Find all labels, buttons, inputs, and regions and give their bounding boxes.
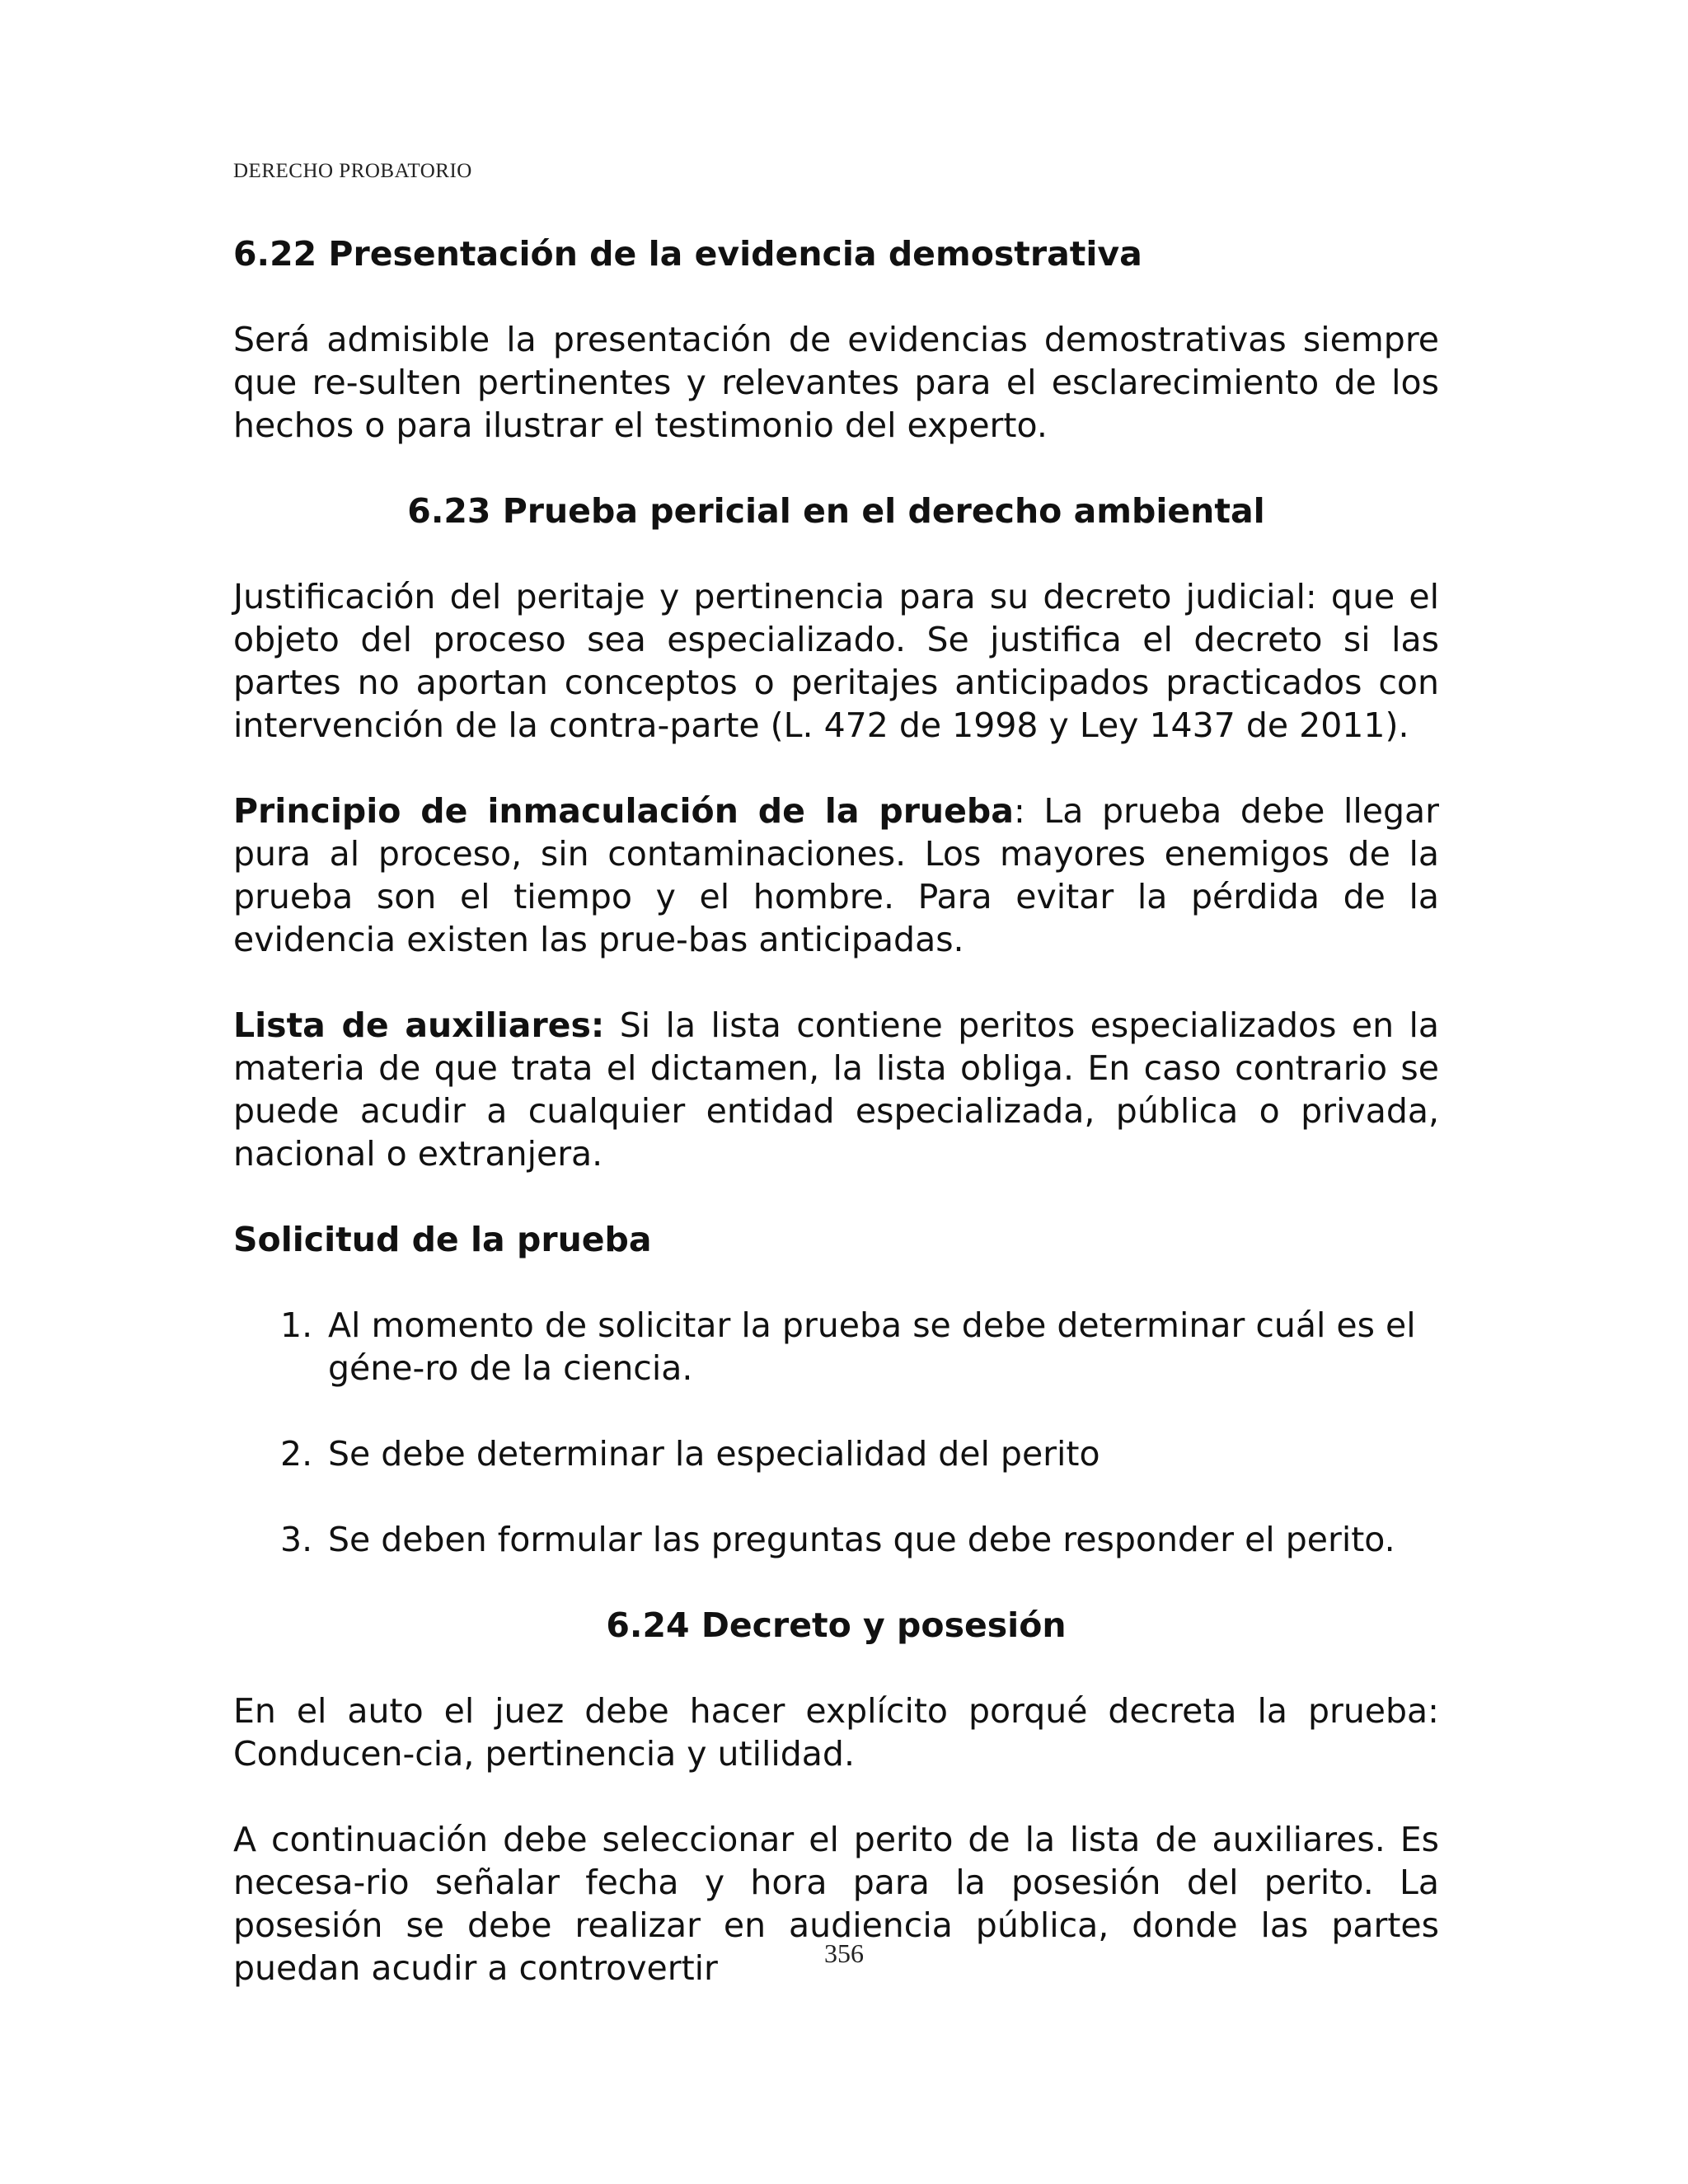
paragraph: En el auto el juez debe hacer explícito porqué decreta la prueba: Conducen-cia, pertinencia y utilidad. bbox=[233, 1691, 1439, 1774]
paragraph-body: : La prueba debe llegar pura al proceso, sin contaminaciones. Los mayores enemigos de la prueba son el tiempo y el hombre. Para evitar la pérdida de la evidencia existen las prue-bas anticipadas. bbox=[233, 791, 1439, 959]
list-number: 1. bbox=[280, 1305, 313, 1345]
numbered-list bbox=[233, 1304, 1439, 1561]
running-header: DERECHO PROBATORIO bbox=[233, 160, 472, 182]
list-item-text: Al momento de solicitar la prueba se debe determinar cuál es el géne-ro de la ciencia. bbox=[328, 1305, 1416, 1388]
list-number: 2. bbox=[280, 1434, 313, 1474]
paragraph-principio bbox=[233, 790, 1439, 961]
paragraph-lista-auxiliares bbox=[233, 1004, 1439, 1175]
paragraph-lead: Lista de auxiliares: bbox=[233, 1005, 605, 1045]
list-item-text: Se debe determinar la especialidad del perito bbox=[328, 1434, 1100, 1474]
page-number: 356 bbox=[824, 1938, 864, 1968]
paragraph: Será admisible la presentación de evidencias demostrativas siempre que re-sulten pertinentes y relevantes para el esclarecimiento de los hechos o para ilustrar el testimonio del experto. bbox=[233, 320, 1439, 445]
section-title-6-22: 6.22 Presentación de la evidencia demostrativa bbox=[233, 234, 1142, 274]
list-item bbox=[233, 1432, 1439, 1475]
list-item-text: Se deben formular las preguntas que debe responder el perito. bbox=[328, 1520, 1395, 1559]
paragraph-lead: Principio de inmaculación de la prueba bbox=[233, 791, 1014, 831]
page-body bbox=[233, 232, 1439, 1990]
list-item bbox=[233, 1518, 1439, 1561]
section-title-6-24: 6.24 Decreto y posesión bbox=[606, 1605, 1067, 1645]
subsection-title: Solicitud de la prueba bbox=[233, 1220, 652, 1259]
paragraph: A continuación debe seleccionar el perito de la lista de auxiliares. Es necesa-rio señalar fecha y hora para la posesión del perito. La posesión se debe realizar en audiencia pública, donde las partes puedan acudir a controvertir bbox=[233, 1820, 1439, 1988]
list-item bbox=[233, 1304, 1439, 1390]
paragraph-body: Si la lista contiene peritos especializados en la materia de que trata el dictamen, la lista obliga. En caso contrario se puede acudir a cualquier entidad especializada, pública o privada, nacional o extranjera. bbox=[233, 1005, 1439, 1174]
list-number: 3. bbox=[280, 1520, 313, 1559]
section-title-6-23: 6.23 Prueba pericial en el derecho ambiental bbox=[407, 491, 1265, 531]
paragraph: Justificación del peritaje y pertinencia para su decreto judicial: que el objeto del proceso sea especializado. Se justifica el decreto si las partes no aportan conceptos o peritajes anticipados practicados con intervención de la contra-parte (L. 472 de 1998 y Ley 1437 de 2011). bbox=[233, 577, 1439, 745]
